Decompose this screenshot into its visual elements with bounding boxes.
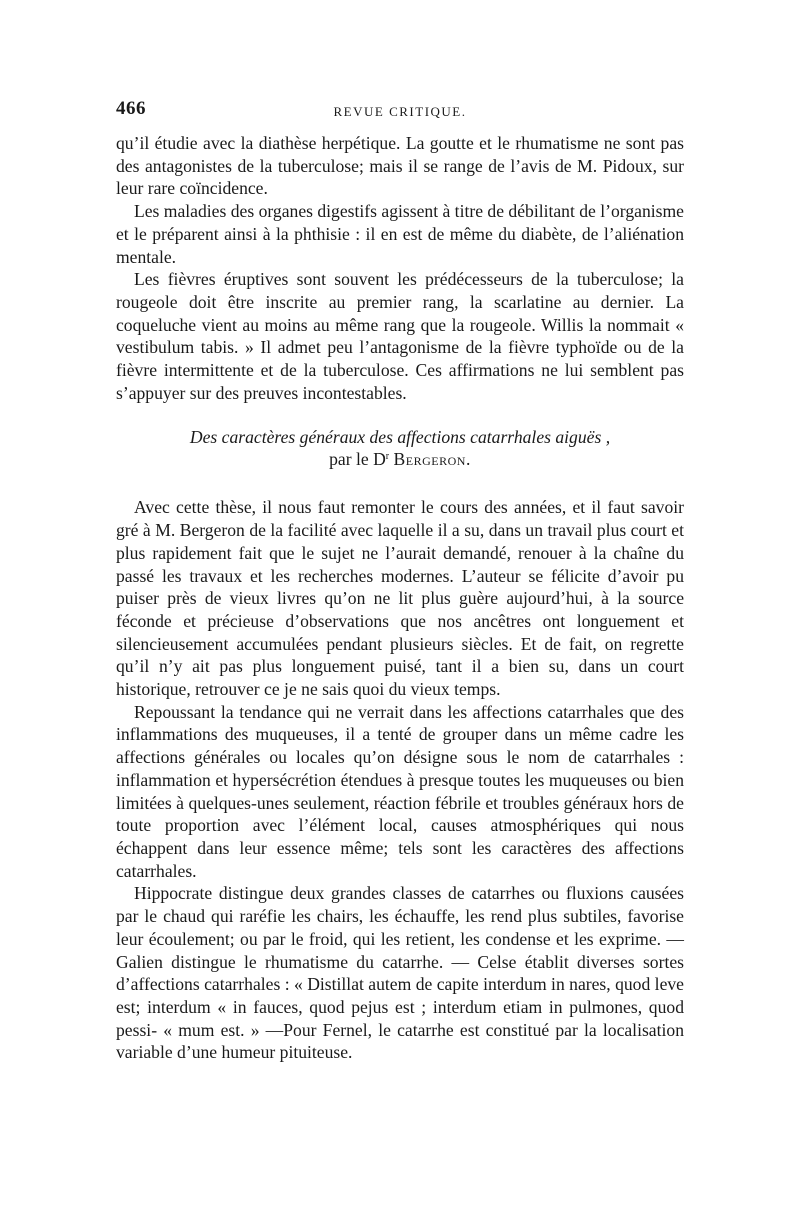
paragraph-hippocrate: Hippocrate distingue deux grandes classes de catarrhes ou fluxions causées par le chaud qui raréfie les chairs, les échauffe, les rend plus subtiles, favorise leur écoulement; ou par le froid, qui les retient, les condense et les exprime. — Galien distingue le rhumatisme du catarrhe. — Celse établit diverses sortes d’affections catarrhales : « Distillat autem de capite interdum in nares, quod leve est; interdum « in fauces, quod pejus est ; interdum etiam in pulmones, quod pessi- « mum est. » —Pour Fernel, le catarrhe est constitué par la localisation variable d’une humeur pituiteuse. xyxy=(116,883,684,1063)
article-heading xyxy=(116,426,684,470)
running-head: REVUE CRITIQUE. xyxy=(333,104,467,119)
paragraph-these: Avec cette thèse, il nous faut remonter le cours des années, et il faut savoir gré à M. Bergeron de la facilité avec laquelle il a su, dans un travail plus court et plus rapidement fait que le sujet ne l’aurait demandé, renouer à la chaîne du passé les travaux et les recherches modernes. L’auteur se félicite d’avoir pu puiser près de vieux livres qu’on ne lit plus guère aujourd’hui, à la source féconde et précieuse d’observations que nos ancêtres ont longuement et silencieusement accumulées pendant plusieurs siècles. Et de fait, on regrette qu’il n’y ait pas plus longuement puisé, tant il a bien su, dans un court historique, retrouver ce je ne sais quoi du vieux temps. xyxy=(116,497,684,700)
author-prefix: par le D xyxy=(329,449,386,470)
paragraph-maladies-digestives: Les maladies des organes digestifs agissent à titre de débilitant de l’organisme et le préparent ainsi à la phthisie : il en est de même du diabète, de l’aliénation mentale. xyxy=(116,201,684,267)
paragraph-repoussant: Repoussant la tendance qui ne verrait dans les affections catarrhales que des inflammations des muqueuses, il a tenté de grouper dans un même cadre les affections générales ou locales qu’on désigne sous le nom de catarrhales : inflammation et hypersécrétion étendues à presque toutes les muqueuses ou bien limitées à quelques-unes seulement, réaction fébrile et troubles généraux hors de toute proportion avec l’élément local, causes atmosphériques qui nous échappent dans leur essence même; tels sont les caractères des affections catarrhales. xyxy=(116,701,684,881)
author-name: Bergeron. xyxy=(393,449,471,470)
paragraph-diathese: qu’il étudie avec la diathèse herpétique. La goutte et le rhumatisme ne sont pas des antagonistes de la tuberculose; mais il se range de l’avis de M. Pidoux, sur leur rare coïncidence. xyxy=(116,133,684,199)
article-author xyxy=(116,448,684,470)
page-header xyxy=(116,98,684,124)
page-number: 466 xyxy=(116,98,146,119)
paragraph-fievres-eruptives: Les fièvres éruptives sont souvent les prédécesseurs de la tuberculose; la rougeole doit être inscrite au premier rang, la scarlatine au dernier. La coqueluche vient au moins au même rang que la rougeole. Willis la nommait « vestibulum tabis. » Il admet peu l’antagonisme de la fièvre typhoïde ou de la fièvre intermittente et de la tuberculose. Ces affirmations ne lui semblent pas s’appuyer sur des preuves incontestables. xyxy=(116,269,684,403)
body-text xyxy=(116,132,684,1064)
article-title: Des caractères généraux des affections catarrhales aiguës , xyxy=(189,427,611,448)
author-title-superscript: r xyxy=(385,451,390,463)
